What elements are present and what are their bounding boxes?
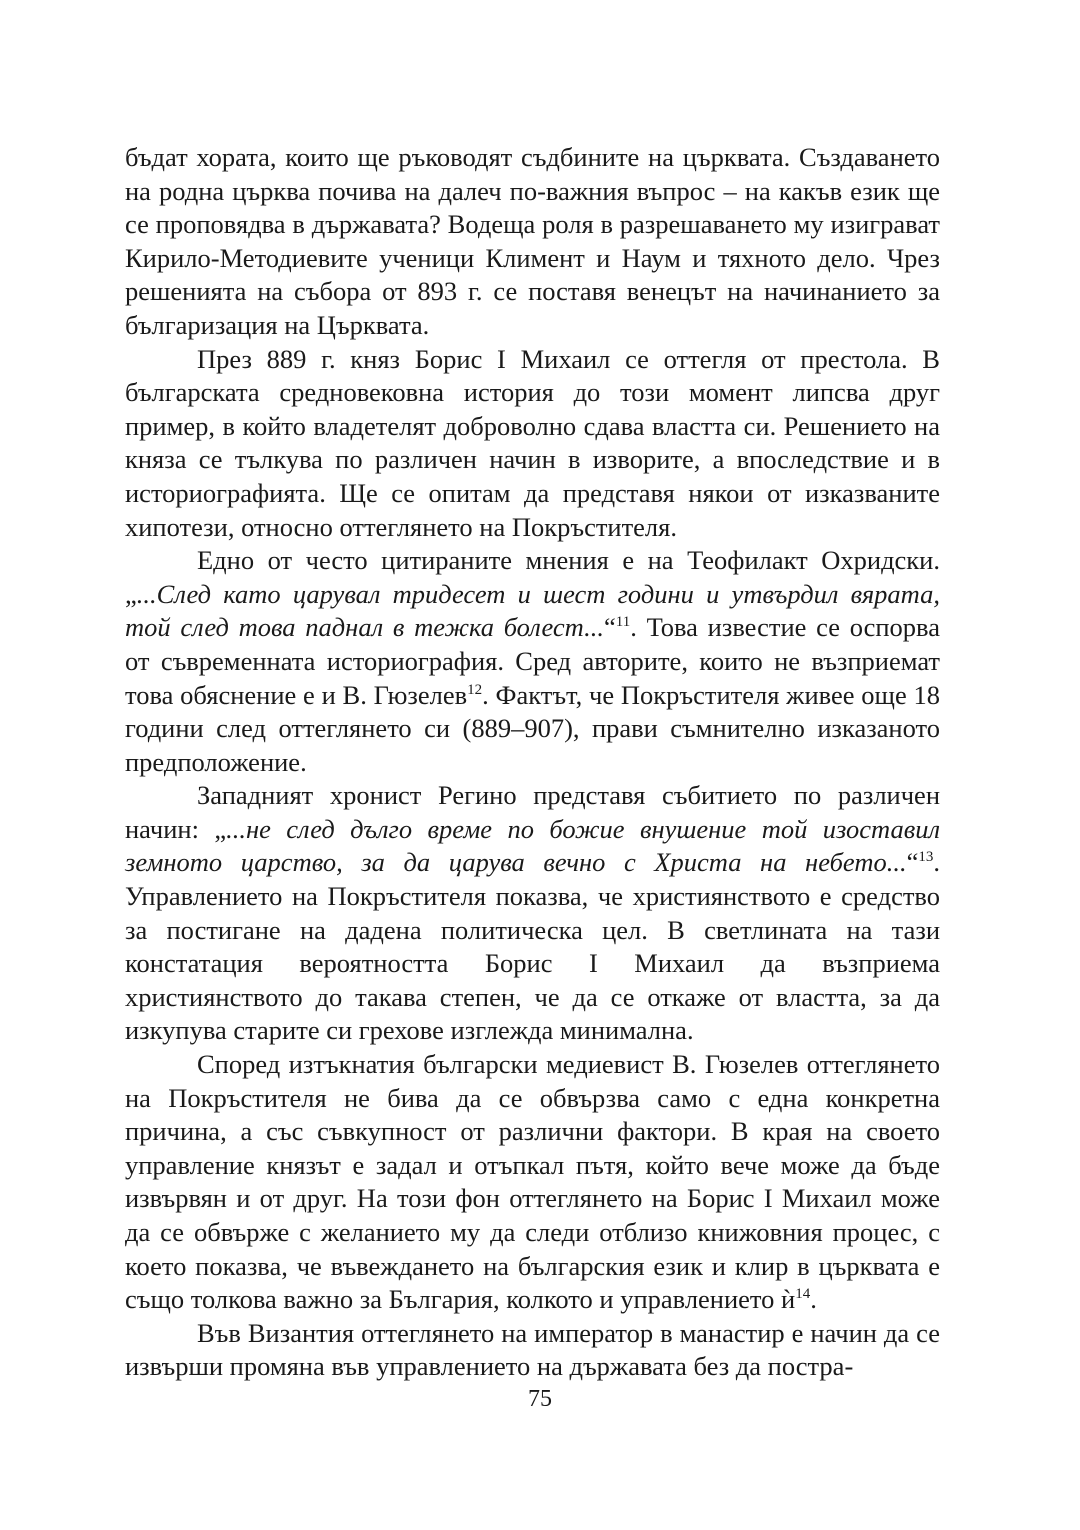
footnote-ref-13[interactable]: 13 xyxy=(918,849,934,866)
paragraph-3-middle: . Това известие се оспорва от съвременната историография. Сред авторите, които не възприемат това обяснение е и В. Гюзелев xyxy=(125,612,940,710)
body-text xyxy=(125,141,940,1384)
footnote-ref-12[interactable]: 12 xyxy=(467,681,483,698)
page-number: 75 xyxy=(528,1386,552,1412)
paragraph-5 xyxy=(125,1048,940,1317)
quote-close-mark: “ xyxy=(604,612,616,643)
footnote-ref-14[interactable]: 14 xyxy=(795,1286,811,1303)
paragraph-2: През 889 г. княз Борис I Михаил се оттегля от престола. В българската средновековна история до този момент липсва друг пример, в който владетелят доброволно сдава властта си. Решението на княза се тълкува по различен начин в изворите, а впоследствие и в историографията. Ще се опитам да представя някои от изказваните хипотези, относно оттеглянето на Покръстителя. xyxy=(125,343,940,542)
paragraph-4-intro: Западният хронист Регино представя събитието по различен начин: „ xyxy=(125,780,940,844)
quote-teofilakt: ...След като царувал тридесет и шест години и утвърдил вярата, той след това паднал в тежка болест... xyxy=(125,578,940,643)
paragraph-5-end: . xyxy=(810,1284,817,1315)
quote-regino: ...не след дълго време по божие внушение той изоставил земното царство, за да царува вечно с Христа на небето... xyxy=(125,813,941,878)
paragraph-5-text: Според изтъкнатия български медиевист В. Гюзелев оттеглянето на Покръстителя не бива да се обвързва само с една конкретна причина, а със съвкупност от различни фактори. В края на своето управление князът е задал и отъпкал пътя, който вече може да бъде извървян и от друг. На този фон оттеглянето на Борис I Михаил може да се обвърже с желанието му да следи отблизо книжовния процес, с което показва, че въвеждането на българския език и клир в църквата е също толкова важно за България, колкото и управлението ѝ xyxy=(125,1049,940,1315)
paragraph-3-intro: Едно от често цитираните мнения е на Теофилакт Охридски. „ xyxy=(125,545,940,609)
footnote-ref-11[interactable]: 11 xyxy=(615,614,631,631)
paragraph-4-end: . Управлението на Покръстителя показва, че християнството е средство за постигане на дадена политическа цел. В светлината на тази констатация вероятността Борис I Михаил да възприема християнството до такава степен, че да се откаже от властта, за да изкупува старите си грехове изглежда минимална. xyxy=(125,847,940,1046)
paragraph-6: Във Византия оттеглянето на император в манастир е начин да се извърши промяна във управлението на държавата без да постра- xyxy=(125,1317,940,1382)
paragraph-4 xyxy=(125,779,940,1048)
quote-close-mark: “ xyxy=(906,847,919,878)
paragraph-3 xyxy=(125,544,940,779)
paragraph-3-end: . Фактът, че Покръстителя живее още 18 години след оттеглянето си (889–907), прави съмнително изказаното предположение. xyxy=(125,679,940,777)
paragraph-1: бъдат хората, които ще ръководят съдбините на църквата. Създаването на родна църква почива на далеч по-важния въпрос – на какъв език ще се проповядва в държавата? Водеща роля в разрешаването му изиграват Кирило-Методиевите ученици Климент и Наум и тяхното дело. Чрез решенията на събора от 893 г. се поставя венецът на начинанието за българизация на Църквата. xyxy=(125,142,940,340)
